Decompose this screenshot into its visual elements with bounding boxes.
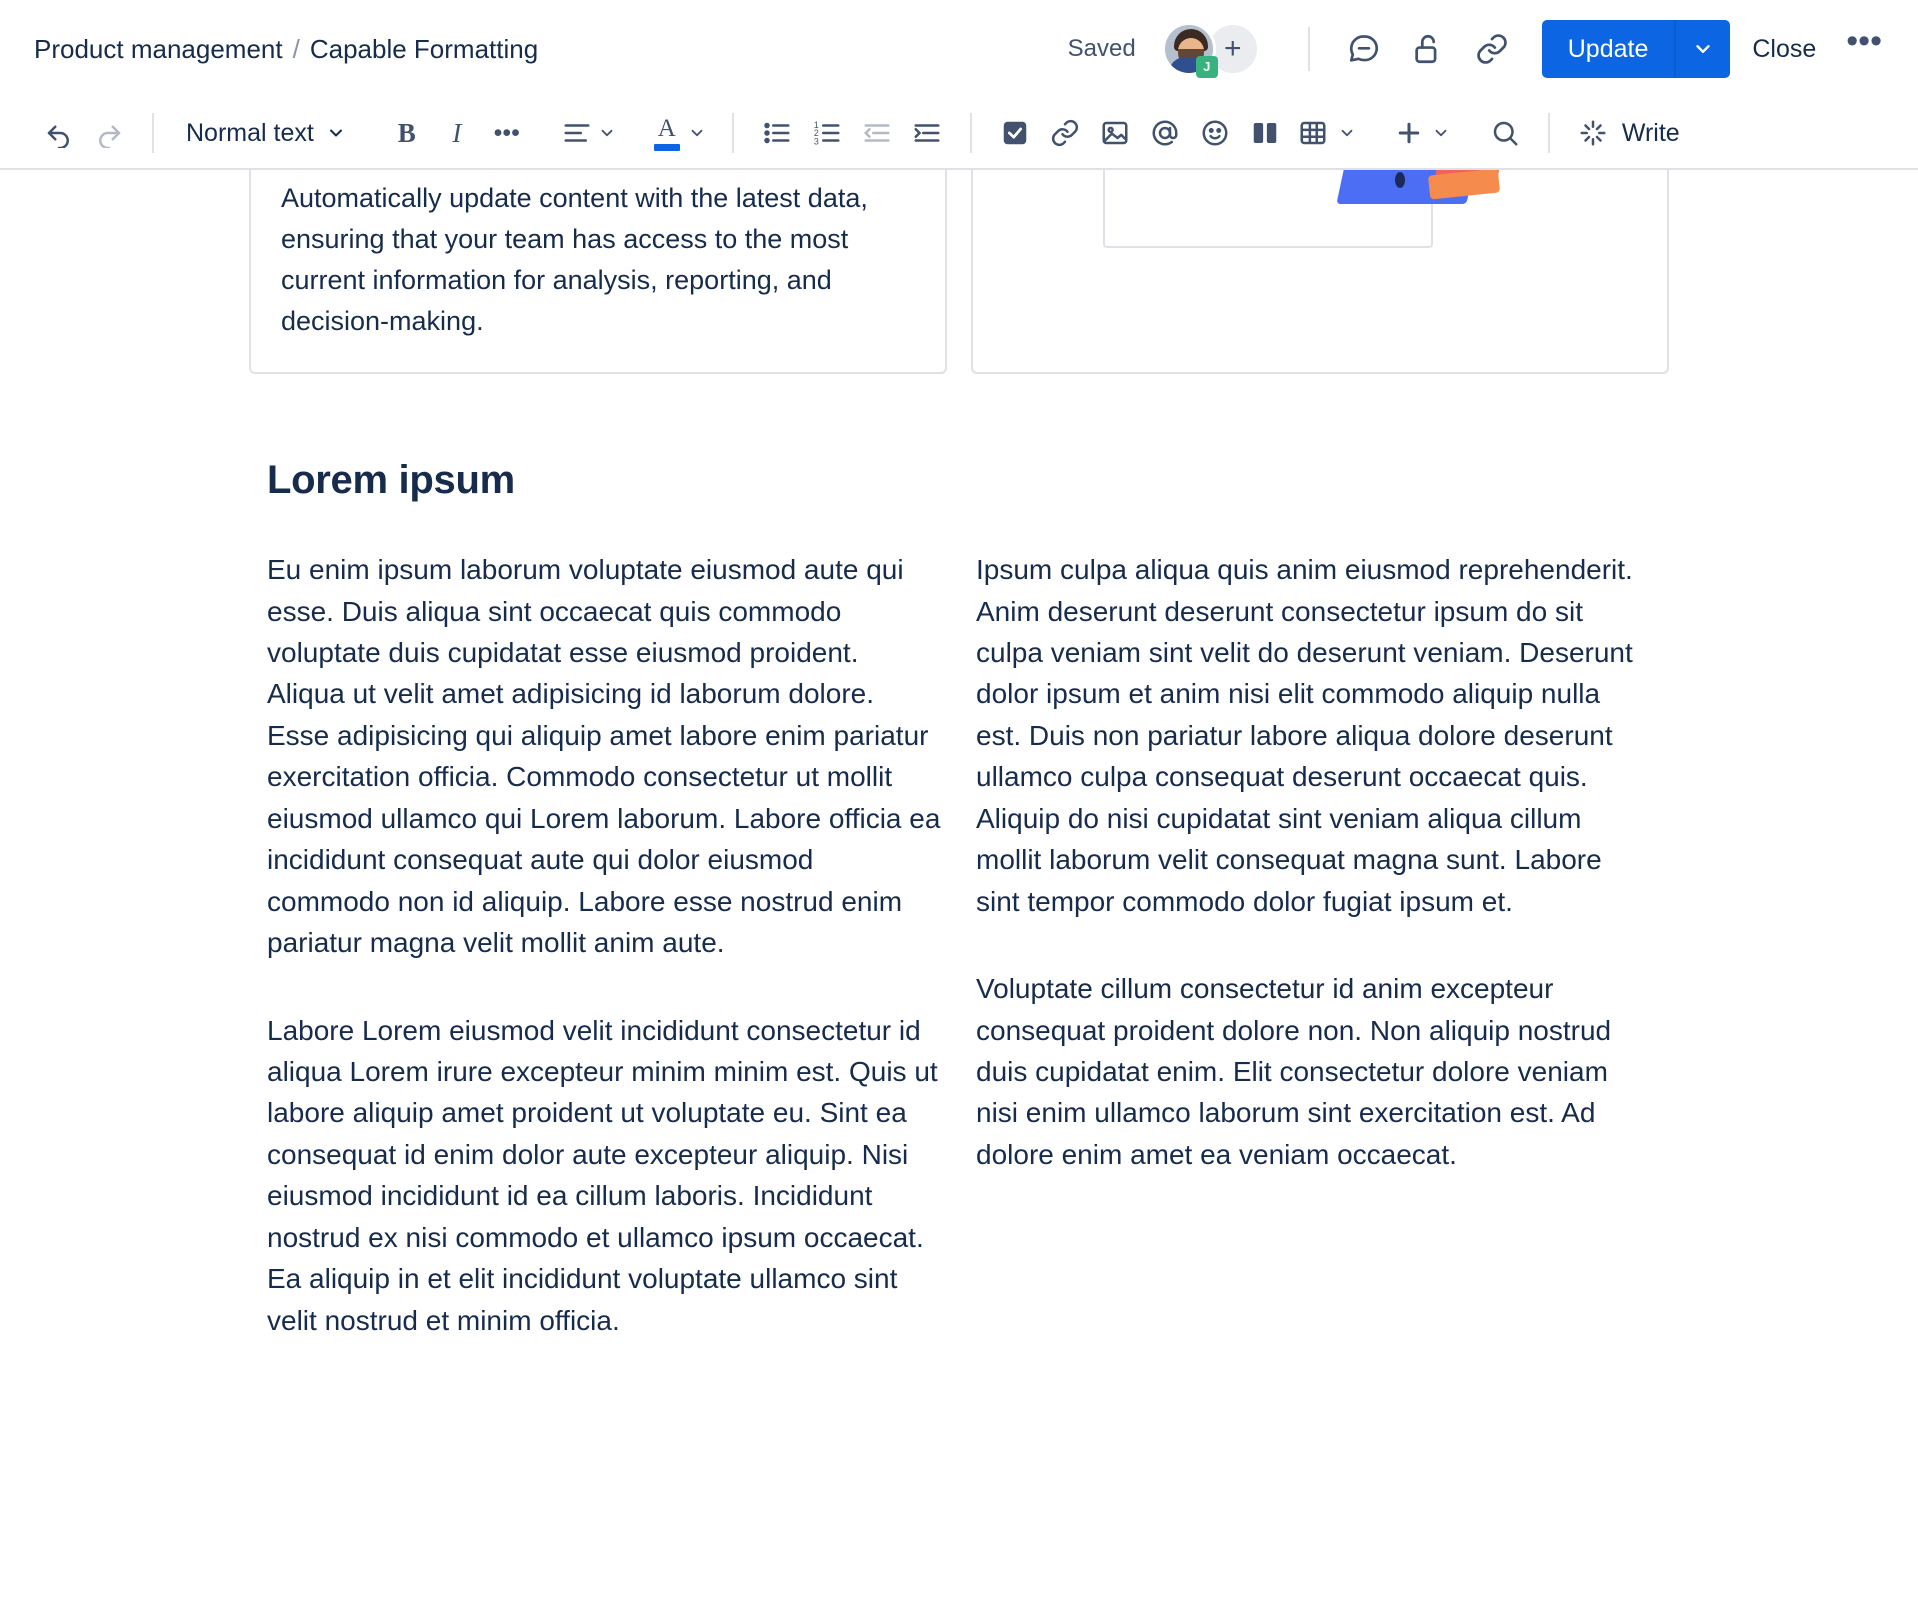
top-bar bbox=[0, 0, 1918, 98]
svg-text:1: 1 bbox=[813, 120, 819, 130]
info-card-text-body: Automatically update content with the latest data, ensuring that your team has access to the most current information for analysis, reporting, and decision-making. bbox=[281, 183, 868, 337]
paragraph: Voluptate cillum consectetur id anim excepteur consequat proident dolore non. Non aliquip nostrud duis cupidatat enim. Elit consectetur dolore veniam nisi enim ullamco laborum sint exercitation est. Ad dolore enim amet ea veniam occaecat. bbox=[976, 973, 1612, 1170]
breadcrumb bbox=[34, 34, 538, 65]
link-icon[interactable] bbox=[1466, 23, 1518, 75]
text-color-dropdown[interactable]: A bbox=[646, 108, 714, 158]
laptop-illustration-icon bbox=[1343, 170, 1523, 228]
breadcrumb-separator: / bbox=[292, 33, 300, 64]
undo-icon[interactable] bbox=[34, 108, 84, 158]
more-options-icon[interactable]: ••• bbox=[1846, 22, 1882, 61]
two-column-layout bbox=[249, 549, 1669, 1341]
mention-icon[interactable] bbox=[1140, 108, 1190, 158]
outdent-icon[interactable] bbox=[852, 108, 902, 158]
cards-row bbox=[249, 170, 1669, 374]
avatar-presence-badge: J bbox=[1196, 56, 1218, 78]
chevron-down-icon bbox=[326, 123, 346, 143]
toolbar-separator bbox=[732, 113, 734, 153]
editor-toolbar bbox=[0, 98, 1918, 170]
unlock-icon[interactable] bbox=[1402, 23, 1454, 75]
insert-table-dropdown[interactable] bbox=[1290, 108, 1364, 158]
comment-icon[interactable] bbox=[1338, 23, 1390, 75]
bulleted-list-icon[interactable] bbox=[752, 108, 802, 158]
redo-icon[interactable] bbox=[84, 108, 134, 158]
ai-sparkle-icon bbox=[1578, 118, 1608, 148]
numbered-list-icon[interactable] bbox=[802, 108, 852, 158]
ai-write-label: Write bbox=[1621, 118, 1680, 147]
document-canvas[interactable] bbox=[0, 170, 1918, 1616]
orange-book bbox=[1428, 170, 1500, 200]
save-status: Saved bbox=[1067, 35, 1136, 62]
italic-button[interactable]: I bbox=[452, 117, 462, 148]
column-right[interactable] bbox=[976, 549, 1651, 1341]
search-icon[interactable] bbox=[1480, 108, 1530, 158]
toolbar-separator bbox=[970, 113, 972, 153]
section-heading: Lorem ipsum bbox=[267, 458, 515, 503]
chevron-down-icon bbox=[688, 124, 706, 142]
ai-write-button[interactable] bbox=[1568, 108, 1690, 158]
more-formatting-icon[interactable]: ••• bbox=[493, 118, 520, 147]
add-collaborator-button[interactable]: + bbox=[1206, 22, 1260, 76]
document-body bbox=[249, 170, 1669, 1341]
chevron-down-icon bbox=[1338, 124, 1356, 142]
update-button-group bbox=[1542, 20, 1731, 78]
insert-link-icon[interactable] bbox=[1040, 108, 1090, 158]
task-list-icon[interactable] bbox=[990, 108, 1040, 158]
laptop-dot bbox=[1395, 172, 1405, 188]
info-card-illustration[interactable] bbox=[971, 170, 1669, 374]
breadcrumb-space[interactable]: Product management bbox=[34, 33, 283, 64]
update-button[interactable]: Update bbox=[1542, 20, 1675, 78]
avatar-wrap[interactable] bbox=[1162, 22, 1216, 76]
column-left[interactable] bbox=[267, 549, 942, 1341]
text-align-dropdown[interactable] bbox=[554, 108, 624, 158]
toolbar-separator bbox=[152, 113, 154, 153]
indent-icon[interactable] bbox=[902, 108, 952, 158]
svg-text:2: 2 bbox=[813, 128, 819, 139]
svg-text:3: 3 bbox=[813, 136, 819, 147]
info-card-text[interactable] bbox=[249, 170, 947, 374]
top-bar-actions bbox=[1068, 20, 1890, 78]
paragraph: Eu enim ipsum laborum voluptate eiusmod aute qui esse. Duis aliqua sint occaecat quis commodo voluptate duis cupidatat esse eiusmod proident. Aliqua ut velit amet adipisicing id laborum dolore. Esse adipisicing qui aliquip amet labore enim pariatur exercitation officia. Commodo consectetur ut mollit eiusmod ullamco qui Lorem laborum. Labore officia ea incididunt consequat aute qui dolor eiusmod commodo non id aliquip. Labore esse nostrud enim pariatur magna velit mollit anim aute. bbox=[267, 554, 941, 959]
toolbar-divider bbox=[1308, 27, 1310, 71]
layout-columns-icon[interactable] bbox=[1240, 108, 1290, 158]
insert-image-icon[interactable] bbox=[1090, 108, 1140, 158]
paragraph: Ipsum culpa aliqua quis anim eiusmod reprehenderit. Anim deserunt deserunt consectetur ipsum do sit culpa veniam sint velit do deserunt veniam. Deserunt dolor ipsum et anim nisi elit commodo aliquip nulla est. Duis non pariatur labore aliqua dolore deserunt ullamco culpa consequat deserunt occaecat quis. Aliquip do nisi cupidatat sint veniam aliqua cillum mollit laborum velit consequat magna sunt. Labore sint tempor commodo dolor fugiat ipsum et. bbox=[976, 554, 1633, 917]
chevron-down-icon bbox=[1432, 124, 1450, 142]
text-style-dropdown[interactable] bbox=[172, 108, 360, 158]
chevron-down-icon bbox=[598, 124, 616, 142]
illustration-wrapper bbox=[1003, 178, 1637, 328]
bold-button[interactable]: B bbox=[397, 117, 416, 148]
collaborators bbox=[1162, 22, 1260, 76]
update-options-chevron-down-icon[interactable] bbox=[1674, 20, 1730, 78]
emoji-icon[interactable] bbox=[1190, 108, 1240, 158]
close-button[interactable]: Close bbox=[1730, 35, 1838, 64]
breadcrumb-page-title[interactable]: Capable Formatting bbox=[309, 33, 539, 64]
insert-more-dropdown[interactable] bbox=[1386, 108, 1458, 158]
text-style-label: Normal text bbox=[186, 118, 314, 147]
toolbar-separator bbox=[1548, 113, 1550, 153]
paragraph: Labore Lorem eiusmod velit incididunt consectetur id aliqua Lorem irure excepteur minim minim est. Quis ut labore aliquip amet proident ut voluptate eu. Sint ea consequat id enim dolor aute excepteur aliquip. Nisi eiusmod incididunt id ea cillum laboris. Incididunt nostrud ex nisi commodo et ullamco ipsum occaecat. Ea aliquip in et elit incididunt voluptate ullamco sint velit nostrud et minim officia. bbox=[267, 1014, 938, 1336]
